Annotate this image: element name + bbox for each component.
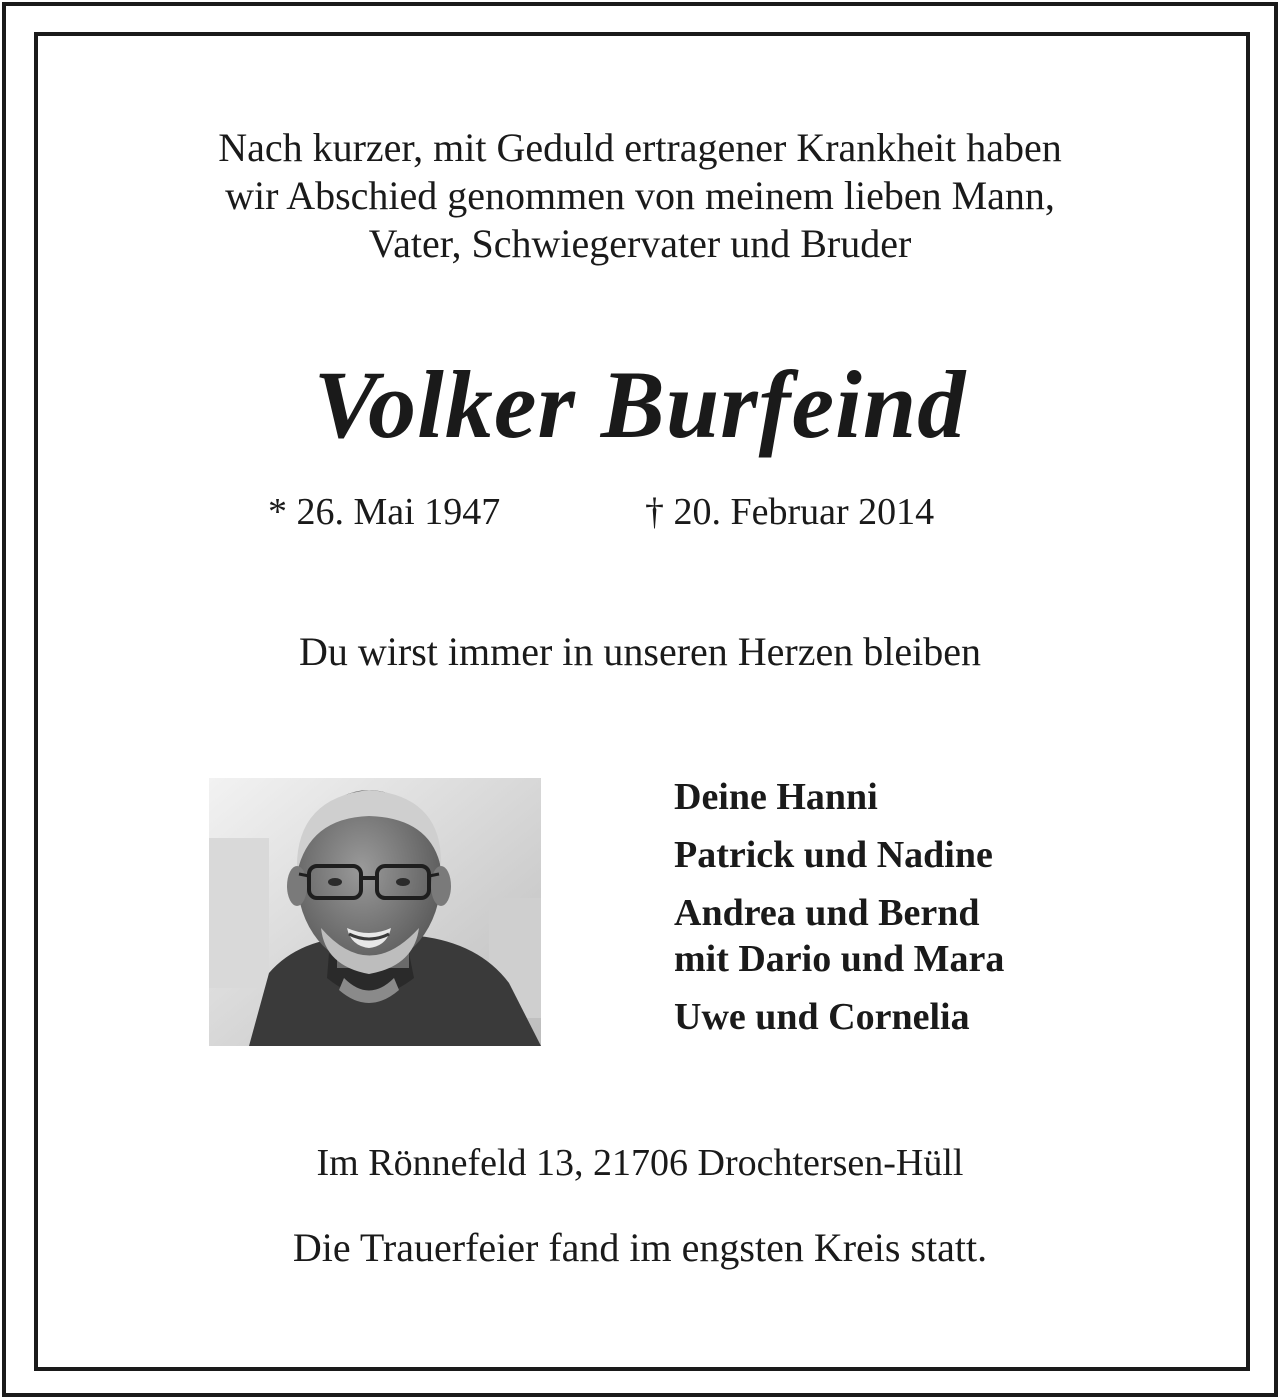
ceremony-note: Die Trauerfeier fand im engsten Kreis statt.: [292, 1225, 988, 1270]
mourner-line: Andrea und Bernd: [674, 892, 980, 934]
deceased-name: Volker Burfeind: [313, 351, 967, 458]
mourners-list: [674, 774, 1004, 1052]
mourner-entry: [674, 890, 1004, 982]
death-date: † 20. Februar 2014: [645, 491, 935, 533]
intro-text: [0, 124, 1280, 268]
mourner-entry: [674, 774, 1004, 820]
intro-line-1: Nach kurzer, mit Geduld ertragener Krankheit haben: [218, 125, 1062, 170]
mourner-line: mit Dario und Mara: [674, 938, 1005, 980]
birth-date: * 26. Mai 1947: [268, 491, 501, 533]
portrait-photo: [209, 778, 541, 1046]
mourner-entry: [674, 994, 1004, 1040]
mourner-entry: [674, 832, 1004, 878]
memorial-motto: Du wirst immer in unseren Herzen bleiben: [298, 629, 981, 674]
mourner-line: Uwe und Cornelia: [674, 996, 970, 1038]
intro-line-3: Vater, Schwiegervater und Bruder: [368, 221, 912, 266]
address: Im Rönnefeld 13, 21706 Drochtersen-Hüll: [316, 1142, 964, 1184]
portrait-illustration: [209, 778, 541, 1046]
intro-line-2: wir Abschied genommen von meinem lieben Mann,: [225, 173, 1055, 218]
mourner-line: Patrick und Nadine: [674, 834, 993, 876]
mourner-line: Deine Hanni: [674, 776, 878, 818]
